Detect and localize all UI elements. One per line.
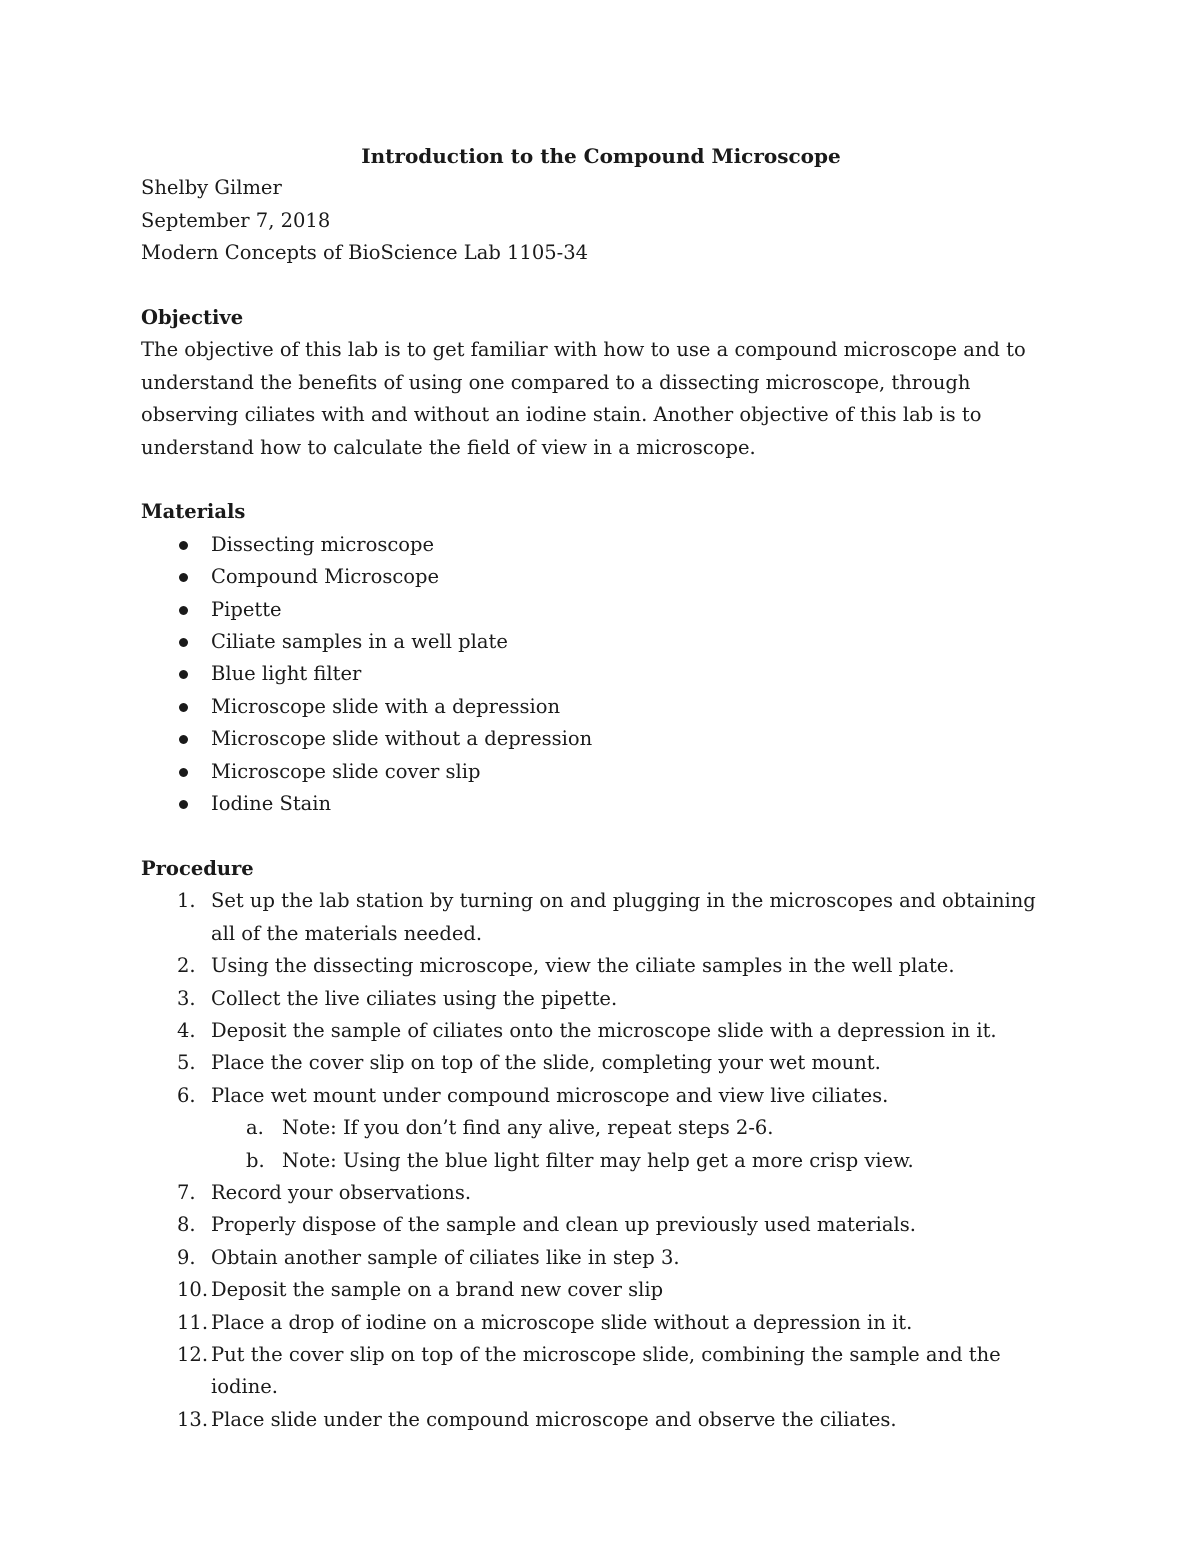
step-number: 11.	[177, 1310, 209, 1334]
substep-list	[211, 1112, 1061, 1177]
materials-heading: Materials	[141, 500, 246, 524]
step-text: Record your observations.	[211, 1180, 472, 1204]
step-text: Put the cover slip on top of the microscope slide, combining the sample and the iodine.	[211, 1342, 1001, 1399]
procedure-list	[141, 885, 1061, 1436]
bullet-icon	[179, 670, 188, 679]
material-label: Blue light filter	[211, 662, 362, 686]
step-number: 3.	[177, 986, 196, 1010]
author-name: Shelby Gilmer	[141, 176, 282, 200]
step-number: 13.	[177, 1407, 209, 1431]
step-text: Collect the live ciliates using the pipette.	[211, 986, 618, 1010]
materials-list	[141, 529, 1061, 821]
material-label: Dissecting microscope	[211, 532, 435, 556]
step-number: 2.	[177, 954, 196, 978]
objective-heading: Objective	[141, 306, 244, 330]
bullet-icon	[179, 703, 188, 712]
substep-letter: a.	[246, 1116, 264, 1140]
list-item	[141, 756, 1061, 788]
bullet-icon	[179, 541, 188, 550]
list-item	[141, 1274, 1061, 1306]
step-number: 7.	[177, 1180, 196, 1204]
substep-letter: b.	[246, 1148, 265, 1172]
material-label: Ciliate samples in a well plate	[211, 630, 508, 654]
list-item	[141, 1015, 1061, 1047]
list-item	[211, 1145, 1061, 1177]
step-text: Place wet mount under compound microscope and view live ciliates.	[211, 1083, 889, 1107]
list-item	[141, 1177, 1061, 1209]
step-text: Using the dissecting microscope, view the ciliate samples in the well plate.	[211, 954, 955, 978]
step-number: 12.	[177, 1342, 209, 1366]
step-text: Deposit the sample of ciliates onto the microscope slide with a depression in it.	[211, 1018, 997, 1042]
step-number: 9.	[177, 1245, 196, 1269]
list-item	[141, 983, 1061, 1015]
procedure-heading: Procedure	[141, 856, 254, 880]
material-label: Iodine Stain	[211, 792, 332, 816]
document-date: September 7, 2018	[141, 208, 331, 232]
material-label: Microscope slide with a depression	[211, 694, 561, 718]
list-item	[141, 885, 1061, 950]
step-text: Deposit the sample on a brand new cover slip	[211, 1278, 664, 1302]
objective-text: The objective of this lab is to get familiar with how to use a compound microscope and to understand the benefits of using one compared to a dissecting microscope, through observing ciliates with and without an iodine stain. Another objective of this lab is to understand how to calculate the field of view in a microscope.	[141, 338, 1026, 459]
list-item	[141, 691, 1061, 723]
substep-text: Note: If you don’t find any alive, repeat steps 2-6.	[282, 1116, 774, 1140]
list-item	[141, 1307, 1061, 1339]
document-page	[141, 140, 1061, 1436]
list-item	[141, 1339, 1061, 1404]
material-label: Microscope slide cover slip	[211, 759, 481, 783]
list-item	[141, 529, 1061, 561]
list-item	[141, 561, 1061, 593]
list-item	[141, 626, 1061, 658]
document-title: Introduction to the Compound Microscope	[361, 144, 841, 168]
list-item	[141, 1047, 1061, 1079]
list-item	[141, 723, 1061, 755]
bullet-icon	[179, 800, 188, 809]
step-number: 6.	[177, 1083, 196, 1107]
course-name: Modern Concepts of BioScience Lab 1105-34	[141, 241, 589, 265]
list-item	[141, 950, 1061, 982]
list-item	[141, 594, 1061, 626]
step-number: 1.	[177, 889, 196, 913]
list-item	[141, 1209, 1061, 1241]
list-item	[141, 788, 1061, 820]
list-item	[141, 1080, 1061, 1177]
step-text: Properly dispose of the sample and clean up previously used materials.	[211, 1213, 916, 1237]
step-text: Place slide under the compound microscope and observe the ciliates.	[211, 1407, 897, 1431]
list-item	[141, 1404, 1061, 1436]
step-text: Place the cover slip on top of the slide, completing your wet mount.	[211, 1051, 881, 1075]
substep-text: Note: Using the blue light filter may help get a more crisp view.	[282, 1148, 914, 1172]
bullet-icon	[179, 768, 188, 777]
bullet-icon	[179, 735, 188, 744]
list-item	[211, 1112, 1061, 1144]
step-number: 10.	[177, 1278, 209, 1302]
step-number: 4.	[177, 1018, 196, 1042]
step-text: Set up the lab station by turning on and plugging in the microscopes and obtaining all of the materials needed.	[211, 889, 1036, 945]
list-item	[141, 1242, 1061, 1274]
material-label: Microscope slide without a depression	[211, 727, 593, 751]
step-number: 8.	[177, 1213, 196, 1237]
bullet-icon	[179, 606, 188, 615]
bullet-icon	[179, 573, 188, 582]
bullet-icon	[179, 638, 188, 647]
step-number: 5.	[177, 1051, 196, 1075]
step-text: Obtain another sample of ciliates like in step 3.	[211, 1245, 680, 1269]
material-label: Pipette	[211, 597, 282, 621]
material-label: Compound Microscope	[211, 565, 440, 589]
step-text: Place a drop of iodine on a microscope slide without a depression in it.	[211, 1310, 913, 1334]
list-item	[141, 658, 1061, 690]
